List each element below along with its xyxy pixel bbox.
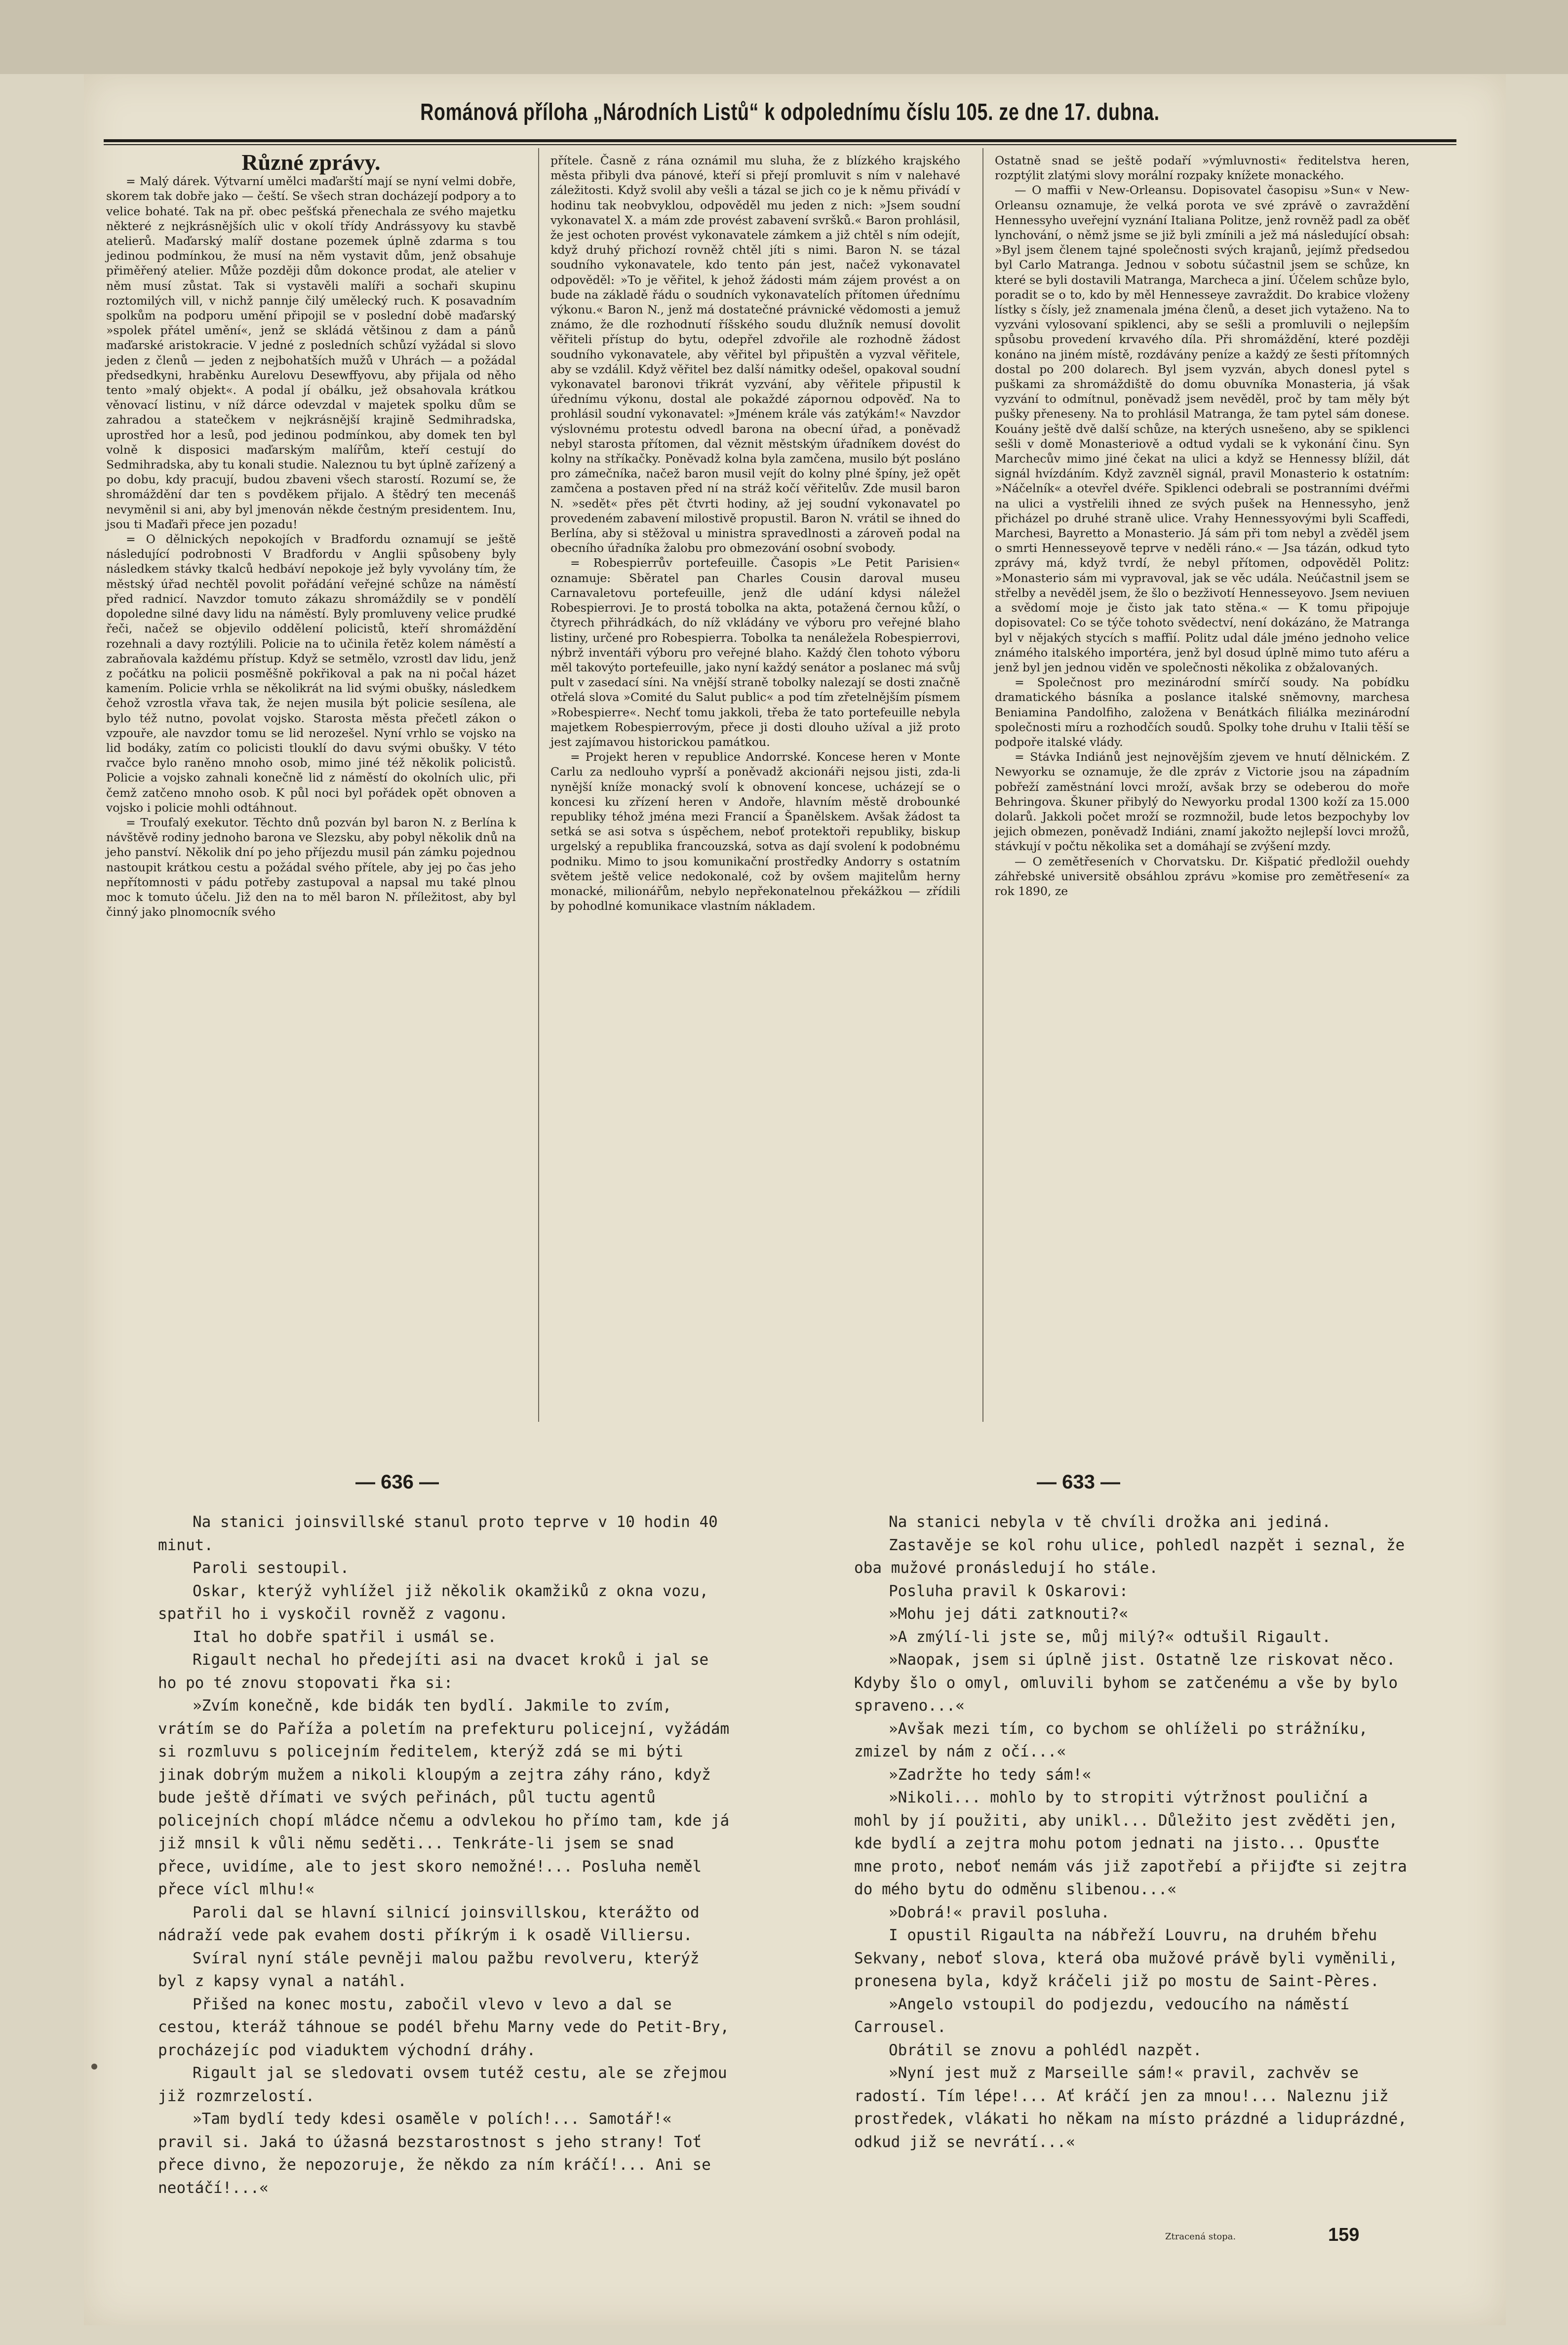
serial-story-left <box>158 1511 736 2199</box>
news-item: = Troufalý exekutor. Těchto dnů pozván byl baron N. z Berlína k návštěvě rodiny jednoho barona ve Slezsku, aby pobyl několik dnů na jeho panství. Několik dní po jeho příjezdu musil pán zámku pojednou nastoupit krátkou cestu a požádal svého přítele, aby jej po čas jeho nepřítomnosti v pádu potřeby zastupoval a napsal mu také plnou moc k tomuto účelu. Již den na to měl baron N. příležitost, aby byl činný jako plnomocník svého <box>106 815 516 919</box>
story-paragraph: Svíral nyní stále pevněji malou pažbu revolveru, kterýž byl z kapsy vynal a natáhl. <box>158 1949 700 1990</box>
story-title-footer: Ztracená stopa. <box>1165 2231 1236 2242</box>
story-paragraph: »Zvím konečně, kde bidák ten bydlí. Jakmile to zvím, vrátím se do Paříža a poletím na prefekturu policejní, vyžádám si rozmluvu s policejním ředitelem, kterýž zdá se mi býti jinak dobrým mužem a nikoli kloupým a zejtra záhy ráno, když bude ještě dřímati ve svých peřinách, půl tuctu agentů policejních chopí mládce nčemu a odvlekou ho přímo tam, kde já již mnsil k vůli němu seděti... Tenkráte-li jsem se snad přece, uvidíme, ale to jest skoro nemožné!... Posluha neměl přece vícl mlhu!« <box>158 1697 730 1898</box>
story-paragraph: Paroli dal se hlavní silnicí joinsvillskou, kterážto od nádraží vede pak evahem dosti příkrým i k osadě Villiersu. <box>158 1903 700 1944</box>
story-paragraph: Na stanici nebyla v tě chvíli drožka ani jediná. <box>889 1513 1331 1531</box>
story-paragraph: »Zadržte ho tedy sám!« <box>889 1765 1092 1784</box>
news-item: = Projekt heren v republice Andorrské. Koncese heren v Monte Carlu za nedlouho vyprší a poněvadž akcionáři nejsou jisti, zda-li nynější kníže monacký svolí k obnovení koncese, ucházejí se o koncesi ku zřízení heren v Andoře, hlavním městě drobounké republiky téhož jména mezi Francií a Španělskem. Avšak žádost ta setká se asi sotva s úspěchem, neboť protektoři republiky, biskup urgelský a republika francouzská, sotva as dají svolení k podobnému podniku. Mimo to jsou komunikační prostředky Andorry s ostatním světem ještě velice nedokonalé, což by ovšem majitelům herny monacké, milionářům, nebylo nepřekonatelnou překážkou — zřídili by pohodlné komunikace vlastním nákladem. <box>550 750 960 913</box>
folio-number: 159 <box>1328 2225 1360 2245</box>
serial-story-right <box>854 1511 1407 2153</box>
story-paragraph: »Nyní jest muž z Marseille sám!« pravil, zachvěv se radostí. Tím lépe!... Ať kráčí jen za mnou!... Naleznu již prostředek, vlákati ho někam na místo prázdné a liduprázdné, odkud již se nevrátí...« <box>854 2064 1407 2151</box>
story-paragraph: Přišed na konec mostu, zabočil vlevo v levo a dal se cestou, kteráž táhnoue se podél břehu Marny vede do Petit-Bry, procházejíc pod viaduktem východní dráhy. <box>158 1995 730 2059</box>
news-item: přítele. Časně z rána oznámil mu sluha, že z blízkého krajského města přibyli dva pánové, kteří si přejí promluvit s ním v nalehavé záležitosti. Když svolil aby vešli a tázal se jich co je k němu přivádí v hodinu tak neobvyklou, odpověděl mu jeden z nich: »Jsem soudní vykonavatel X. a mám zde provést zabavení svršků.« Baron prohlásil, že jest ochoten provést vykonavatele zámkem a již chtěl s ním odejít, když druhý přichozí rovněž chtěl jíti s nimi. Baron N. se tázal soudního vykonavatele, kdo tento pán jest, načež vykonavatel odpověděl: »To je věřitel, k jehož žádosti mám zájem provést a on bude na základě řádu o soudních vykonavatelích přítomen úřednímu výkonu.« Baron N., jenž má dostatečné právnické vědomosti a jemuž známo, že dle rozhodnutí říšského soudu dlužník nemusí dovolit věřiteli přístup do bytu, odepřel zdvořile ale rozhodně žádost soudního vykonavatele, aby věřitel byl připuštěn a vyzval věřitele, aby se vzdálil. Když věřitel bez další námitky odešel, opakoval soudní vykonavatel baronovi třikrát vyzvání, aby věřitele připustil k úřednímu výkonu, dostal ale pokaždé zápornou odpověď. Na to prohlásil soudní vykonavatel: »Jménem krále vás zatýkám!« Navzdor výslovnému protestu odvedl barona na obecní úřad, a poněvadž nebyl starosta přítomen, dal věznit městským úřadníkem dovést do kolny na stříkačky. Poněvadž kolna byla zamčena, musilo být posláno pro zámečníka, načež baron musil vejít do kolny plné špíny, jež opět zamčena a postaven před ní na stráž kočí věřitelův. Zde musil baron N. »sedět« přes pět čtvrti hodiny, až jej soudní vykonavatel po provedeném zabavení milostivě propustil. Baron N. vrátil se ihned do Berlína, aby si stěžoval u ministra spravedlnosti a zároveň podal na obecního úřadníka žalobu pro obmezování osobní svobody. <box>550 154 960 555</box>
story-paragraph: Oskar, kterýž vyhlížel již několik okamžiků z okna vozu, spatřil ho i vyskočil rovněž z vagonu. <box>158 1582 709 1623</box>
story-paragraph: »A zmýlí-li jste se, můj milý?« odtušil Rigault. <box>889 1628 1331 1646</box>
story-paragraph: Paroli sestoupil. <box>193 1559 350 1577</box>
story-paragraph: Ital ho dobře spatřil i usmál se. <box>193 1628 497 1646</box>
binding-hole <box>91 2064 97 2070</box>
news-column-2 <box>550 153 960 913</box>
left-page-number: — 636 — <box>355 1471 439 1493</box>
news-item: — O maffii v New-Orleansu. Dopisovatel časopisu »Sun« v New-Orleansu oznamuje, že velká porota ve své zprávě o zavraždění Hennessyho uveřejní vyznání Italiana Politze, jenž rovněž padl za oběť lynchování, o němž jsme se již byli zmínili a jež má následující obsah: »Byl jsem členem tajné společnosti svých krajanů, jejímž předsedou byl Carlo Matranga. Jednou v sobotu súčastnil jsem se schůze, kn které se byli dostavili Matranga, Marcheca a jiní. Účelem schůze bylo, poradit se o to, kdo by měl Hennesseye zavraždit. Do krabice vloženy lístky s čísly, jež znamenala jména členů, a deset jich vytaženo. Na to vyzváni vylosovaní spiklenci, aby se sešli a promluvili o nejlepším spůsobu provedení krvavého díla. Při shromáždění, které později konáno na jiném místě, rozdávány peníze a každý ze šesti přítomných dostal po 200 dolarech. Byl jsem vyzván, abych donesl pytel s puškami za shromáždiště do domu obuvníka Monasteria, já však vyzvání to odmítnul, poněvadž jsem nevěděl, proč by tam měly být pušky přeneseny. Na to prohlásil Matranga, že tam pytel sám donese. Kouány ještě dvě další schůze, na kterých usnešeno, aby se spiklenci sešli v domě Monasteriově a odtud vydali se k vykonání činu. Syn Marchecův mimo jiné čekat na ulici a když se Hennessy blížil, dát signál hvízdáním. Když zavzněl signál, pravil Monasterio k ostatním: »Náčelník« a otevřel dvéře. Spiklenci odebrali se postranními dvéřmi na ulici a vystřelili ihned ze svých pušek na Hennessyho, jenž přicházel po druhé straně ulice. Vrahy Hennessyovými byli Scaffedi, Marchesi, Bayretto a Monasterio. Já sám při tom nebyl a zvěděl jsem o smrti Hennesseyově teprve v neděli ráno.« — Jsa tázán, odkud tyto zprávy má, když tvrdí, že nebyl přítomen, odpověděl Politz: »Monasterio sám mi vypravoval, jak se věc udála. Neúčastnil jsem se střelby a nevěděl jsem, že šlo o bezživotí Hennesseyovo. Jsem neviuen a svědomí moje je čisto jak tato stěna.« — K tomu připojuje dopisovatel: Co se týče tohoto svědectví, není dokázáno, že Matranga byl v nějakých stycích s maffií. Politz udal dále jméno jednoho velice známého italského importéra, jenž byl dosud úplně mimo tuto aféru a jenž byl jen jednou viděn ve společnosti několika z obžalovaných. <box>995 183 1410 674</box>
section-heading: Různé zprávy. <box>241 150 381 175</box>
story-paragraph: »Tam bydlí tedy kdesi osaměle v polích!... Samotář!« pravil si. Jaká to úžasná bezstarostnost s jeho strany! Toť přece divno, že nepozoruje, že někdo za ním kráčí!... Ani se neotáčí!...« <box>158 2110 711 2197</box>
news-column-1 <box>106 150 516 919</box>
story-paragraph: Rigault nechal ho předejíti asi na dvacet kroků i jal se ho po té znovu stopovati řka si: <box>158 1651 709 1692</box>
story-paragraph: Rigault jal se sledovati ovsem tutéž cestu, ale se zřejmou již rozmrzelostí. <box>158 2064 727 2105</box>
story-paragraph: »Avšak mezi tím, co bychom se ohlíželi po strážníku, zmizel by nám z očí...« <box>854 1720 1368 1760</box>
story-paragraph: »Mohu jej dáti zatknouti?« <box>889 1605 1129 1623</box>
story-paragraph: »Dobrá!« pravil posluha. <box>889 1903 1110 1921</box>
scan-edge <box>0 0 1568 74</box>
news-item: = Robespierrův portefeuille. Časopis »Le Petit Parisien« oznamuje: Sběratel pan Charles Cousin daroval museu Carnavaletovu portefeuille, jenž dle udání kdysi náležel Robespierrovi. Je to prostá tobolka na akta, potažená černou kůží, o čtyrech přihrádkách, do níž vkládány ve výboru pro veřejné blaho listiny, určené pro Robespierra. Tobolka ta nenáležela Robespierrovi, nýbrž inventáři výboru pro veřejné blaho. Každý člen tohoto výboru měl takovýto portefeuille, jako nyní každý senátor a poslanec má svůj pult v zasedací síni. Na vnější straně tobolky nalezají se dosti značně otřelá slova »Comité du Salut public« a pod tím zřetelnějším písmem »Robespierre«. Nechť tomu jakkoli, třeba že tato portefeuille nebyla majetkem Robespierrovým, přece ji dosti dlouho užíval a již proto jest zajímavou historickou památkou. <box>550 556 960 749</box>
header-rule-thin <box>104 144 1456 145</box>
story-paragraph: Posluha pravil k Oskarovi: <box>889 1582 1129 1600</box>
story-paragraph: Obrátil se znovu a pohlédl nazpět. <box>889 2041 1202 2059</box>
story-paragraph: Na stanici joinsvillské stanul proto teprve v 10 hodin 40 minut. <box>158 1513 718 1554</box>
news-item: Ostatně snad se ještě podaří »výmluvnosti« ředitelstva heren, rozptýlit zlatými slovy morální rozpaky knížete monackého. <box>995 154 1410 183</box>
page-header: Románová příloha „Národních Listů“ k odpolednímu číslu 105. ze dne 17. dubna. <box>420 99 1160 125</box>
news-item: — O zemětřeseních v Chorvatsku. Dr. Kišpatić předložil ouehdy záhřebské universitě obsáhlou zprávu »komise pro zemětřesení« za rok 1890, ze <box>995 854 1410 898</box>
right-page-number: — 633 — <box>1037 1471 1120 1493</box>
story-paragraph: »Angelo vstoupil do podjezdu, vedoucího na náměstí Carrousel. <box>854 1995 1350 2036</box>
news-item: = Společnost pro mezinárodní smírčí soudy. Na pobídku dramatického básníka a poslance italské sněmovny, marchesa Beniamina Pandolfiho, založena v Benátkách filiálka mezinárodní společnosti míru a rozhodčích soudů. Spolky tohe druhu v Italii těší se podpoře italské vlády. <box>995 675 1410 749</box>
header-rule <box>104 139 1456 142</box>
column-divider <box>982 148 983 1422</box>
news-item: = Malý dárek. Výtvarní umělci maďarští mají se nyní velmi dobře, skorem tak dobře jako — čeští. Se všech stran docházejí podpory a to velice bohaté. Tak na př. obec pešťská přenechala ze svého majetku některé z nejkrásnějších ulic v okolí třídy Andrássyovy ku stavbě atelierů. Maďarský malíř dostane pozemek úplně zdarma s tou jedinou podmínkou, že musí na něm vystavit dům, jenž obsahuje přiměřený atelier. Může později dům dokonce prodat, ale atelier v něm musí zůstat. Tak si vystavěli malíři a sochaři skupinu roztomilých vill, v nichž pannje čilý umělecký ruch. K posavadním spolkům na podporu umění připojil se v poslední době maďarský »spolek přátel umění«, jenž se skládá většinou z dam a pánů maďarské aristokracie. V jedné z posledních schůzí vyžádal si slovo jeden z členů — jeden z nejbohatších mužů v Uhrách — a požádal předsedkyni, hraběnku Aurelovu Desewffyovu, aby přijala od něho tento »malý objekt«. A podal jí obálku, jež obsahovala krátkou věnovací listinu, v níž dárce odevzdal v majetek spolku dům se zahradou a statečkem v nejkrásnější krajině Sedmihradska, uprostřed hor a lesů, pod jedinou podmínkou, aby domek ten byl volně k disposici maďarským malířům, kteří cestují do Sedmihradska, aby tu konali studie. Naleznou tu byt úplně zařízený a po dobu, kdy pracují, budou zbaveni všech starostí. Rozumí se, že shromáždění dar ten s povděkem přijalo. A štědrý ten mecenáš nevyměnil si ani, aby byl jmenován někde čestným presidentem. Inu, jsou ti Maďaři přece jen pozadu! <box>106 174 516 531</box>
news-column-3 <box>995 153 1410 899</box>
story-paragraph: I opustil Rigaulta na nábřeží Louvru, na druhém břehu Sekvany, neboť slova, která oba mužové právě byli vyměnili, pronesena byla, když kráčeli již po mostu de Saint-Pères. <box>854 1926 1398 1990</box>
news-item: = O dělnických nepokojích v Bradfordu oznamují se ještě následující podrobnosti V Bradfordu v Anglii spůsobeny byly následkem stávky tkalců hedbáví nepokoje jež byly vyvolány tím, že městský úřad nechtěl povolit pořádání veřejné schůze na náměstí před radnicí. Navzdor tomuto zákazu shromáždily se v pondělí dopoledne silné davy lidu na náměstí. Byly promluveny velice prudké řeči, načež se objevilo oddělení policistů, kteří shromáždění rozehnali a davy roztýlili. Policie na to učinila řetěz kolem náměstí a zabraňovala každému přístup. Když se setmělo, vzrostl dav lidu, jenž z počátku na policii posměšně pokřikoval a pak na ni počal házet kamením. Policie vrhla se několikrát na lid svými obušky, následkem čehož vzrostla vřava tak, že nejen musila být policie sesílena, ale bylo též nutno, povolat vojsko. Starosta města přečetl zákon o vzpouře, ale navzdor tomu se lid nerozešel. Nyní vrhlo se vojsko na lid bodáky, zatím co policisti tlouklí do davu svými obušky. V této rvačce bylo raněno mnoho osob, mimo jiné též několik policistů. Policie a vojsko zahnali konečně lid z náměstí do okolních ulic, při čemž zatčeno mnoho osob. K půl noci byl pořádek opět obnoven a vojsko i policie mohli odtáhnout. <box>106 532 516 815</box>
story-paragraph: »Nikoli... mohlo by to stropiti výtržnost pouliční a mohl by jí použiti, aby unikl... Důležito jest zvěděti jen, kde bydlí a zejtra mohu potom jednati na jisto... Opusťte mne proto, neboť nemám vás již zapotřebí a přijďte si zejtra do mého bytu do odměnu slibenou...« <box>854 1789 1407 1898</box>
story-paragraph: Zastavěje se kol rohu ulice, pohledl nazpět i seznal, že oba mužové pronásledují ho stále. <box>854 1536 1405 1577</box>
column-divider <box>538 148 539 1422</box>
news-item: = Stávka Indiánů jest nejnovějším zjevem ve hnutí dělnickém. Z Newyorku se oznamuje, že dle zpráv z Victorie jsou na západním pobřeží zaměstnání lovci mroží, avšak brzy se odeberou do moře Behringova. Škuner přibylý do Newyorku prodal 1300 koží za 15.000 dolarů. Jakkoli počet mroží se rozmnožil, bude letos bezpochyby lov jejich obmezen, poněvadž Indiáni, znamí jakožto nejlepší lovci mrožů, stávkují v počtu několika set a domáhají se zvýšení mzdy. <box>995 750 1410 854</box>
story-paragraph: »Naopak, jsem si úplně jist. Ostatně lze riskovat něco. Kdyby šlo o omyl, omluvili byhom se zatčenému a vše by bylo spraveno...« <box>854 1651 1398 1715</box>
